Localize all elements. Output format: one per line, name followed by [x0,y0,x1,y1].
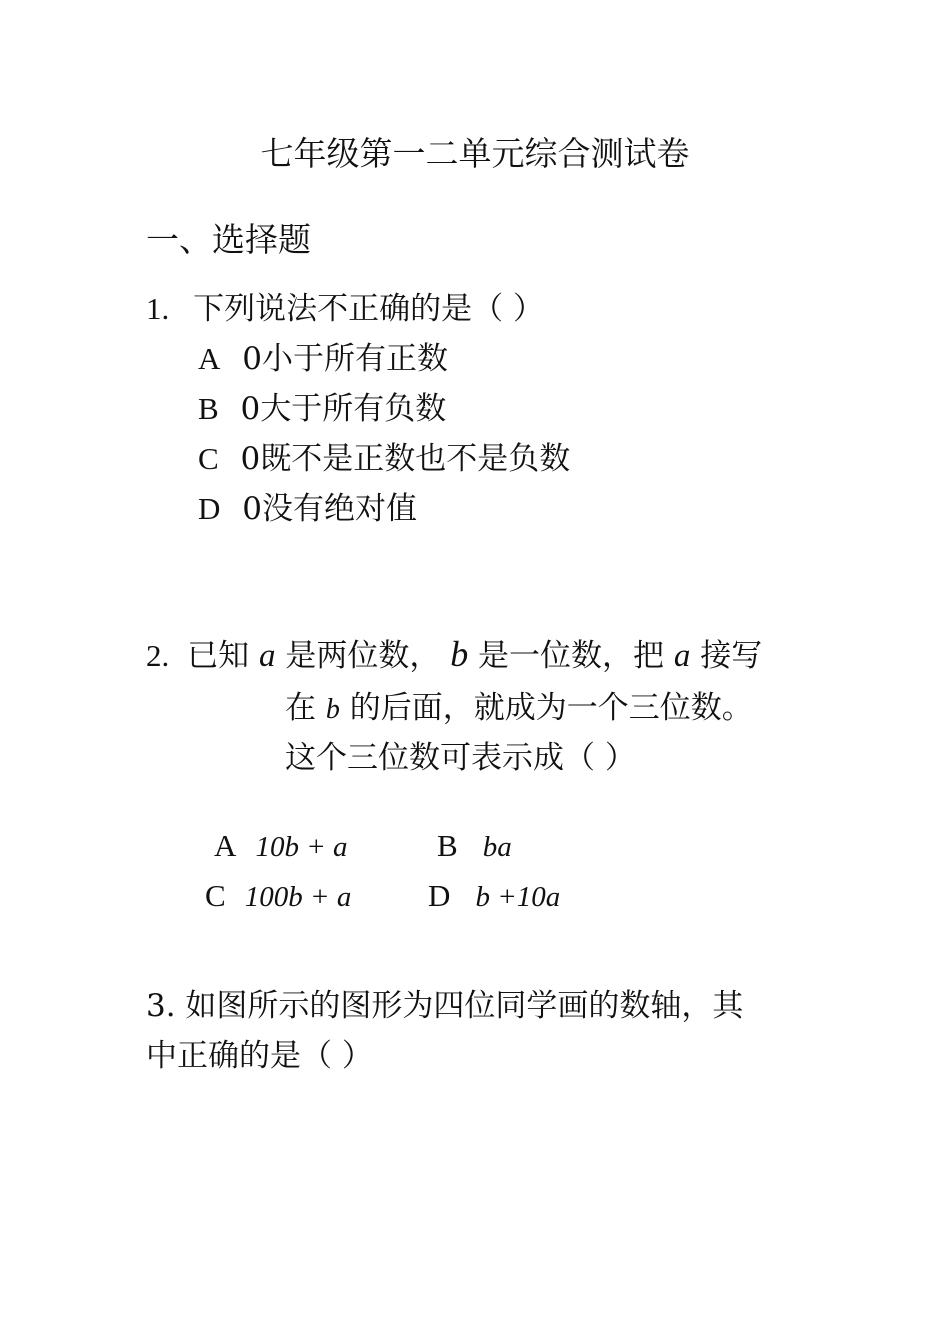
page-title: 七年级第一二单元综合测试卷 [260,134,690,173]
q1-option-a [198,333,448,378]
q1-option-d-text: 0没有绝对值 [242,491,417,527]
q1-option-b-letter: B [198,391,219,426]
q1-option-c-text: 0既不是正数也不是负数 [240,441,571,477]
q2-var-a-2: a [673,638,691,674]
q2-option-c [205,878,351,914]
q2-option-d [428,878,560,914]
q3-stem-line-1: 3. 如图所示的图形为四位同学画的数轴，其 [146,988,744,1024]
q2-option-a-letter: A [214,828,237,863]
q1-option-c-letter: C [198,441,219,476]
q2-var-b-2: b [325,694,340,725]
q2-option-d-letter: D [428,878,451,913]
q2-var-a: a [258,638,276,674]
q2-text-6: 的后面，就成为一个三位数。 [349,690,753,726]
q2-option-c-expr: 100b + a [244,881,352,913]
q2-text-4: 接写 [700,638,763,674]
q1-option-b-text: 0大于所有负数 [240,391,447,427]
q2-text-1: 已知 [187,638,250,674]
q1-number: 1. [146,291,170,326]
q2-option-d-expr: b +10a [475,881,561,913]
q2-text-3: 是一位数，把 [478,638,665,674]
q2-stem-line-3: 这个三位数可表示成（ ） [285,740,636,776]
q1-option-c [198,433,570,478]
section-heading: 一、选择题 [146,220,311,259]
q2-option-a-expr: 10b + a [255,831,348,863]
q2-number: 2. [146,638,170,673]
q1-option-b [198,383,446,428]
q2-stem-line-2 [285,682,753,727]
q1-option-d [198,483,417,528]
q2-option-b-letter: B [437,828,458,863]
q2-var-b: b [450,634,469,674]
q3-stem-line-2: 中正确的是（ ） [146,1038,373,1074]
q2-stem-line-1 [146,630,762,675]
q2-option-c-letter: C [205,878,226,913]
q1-option-a-letter: A [198,341,221,376]
q1-option-a-text: 0小于所有正数 [242,341,448,377]
q2-option-a [214,828,348,864]
q2-option-b-expr: ba [482,831,512,863]
q1-option-d-letter: D [198,491,221,526]
q2-text-5: 在 [285,690,316,726]
q1-stem: 下列说法不正确的是（ ） [193,291,544,327]
q1-stem-line [146,283,544,328]
q2-option-b [437,828,512,864]
q2-text-2: 是两位数， [285,638,441,674]
